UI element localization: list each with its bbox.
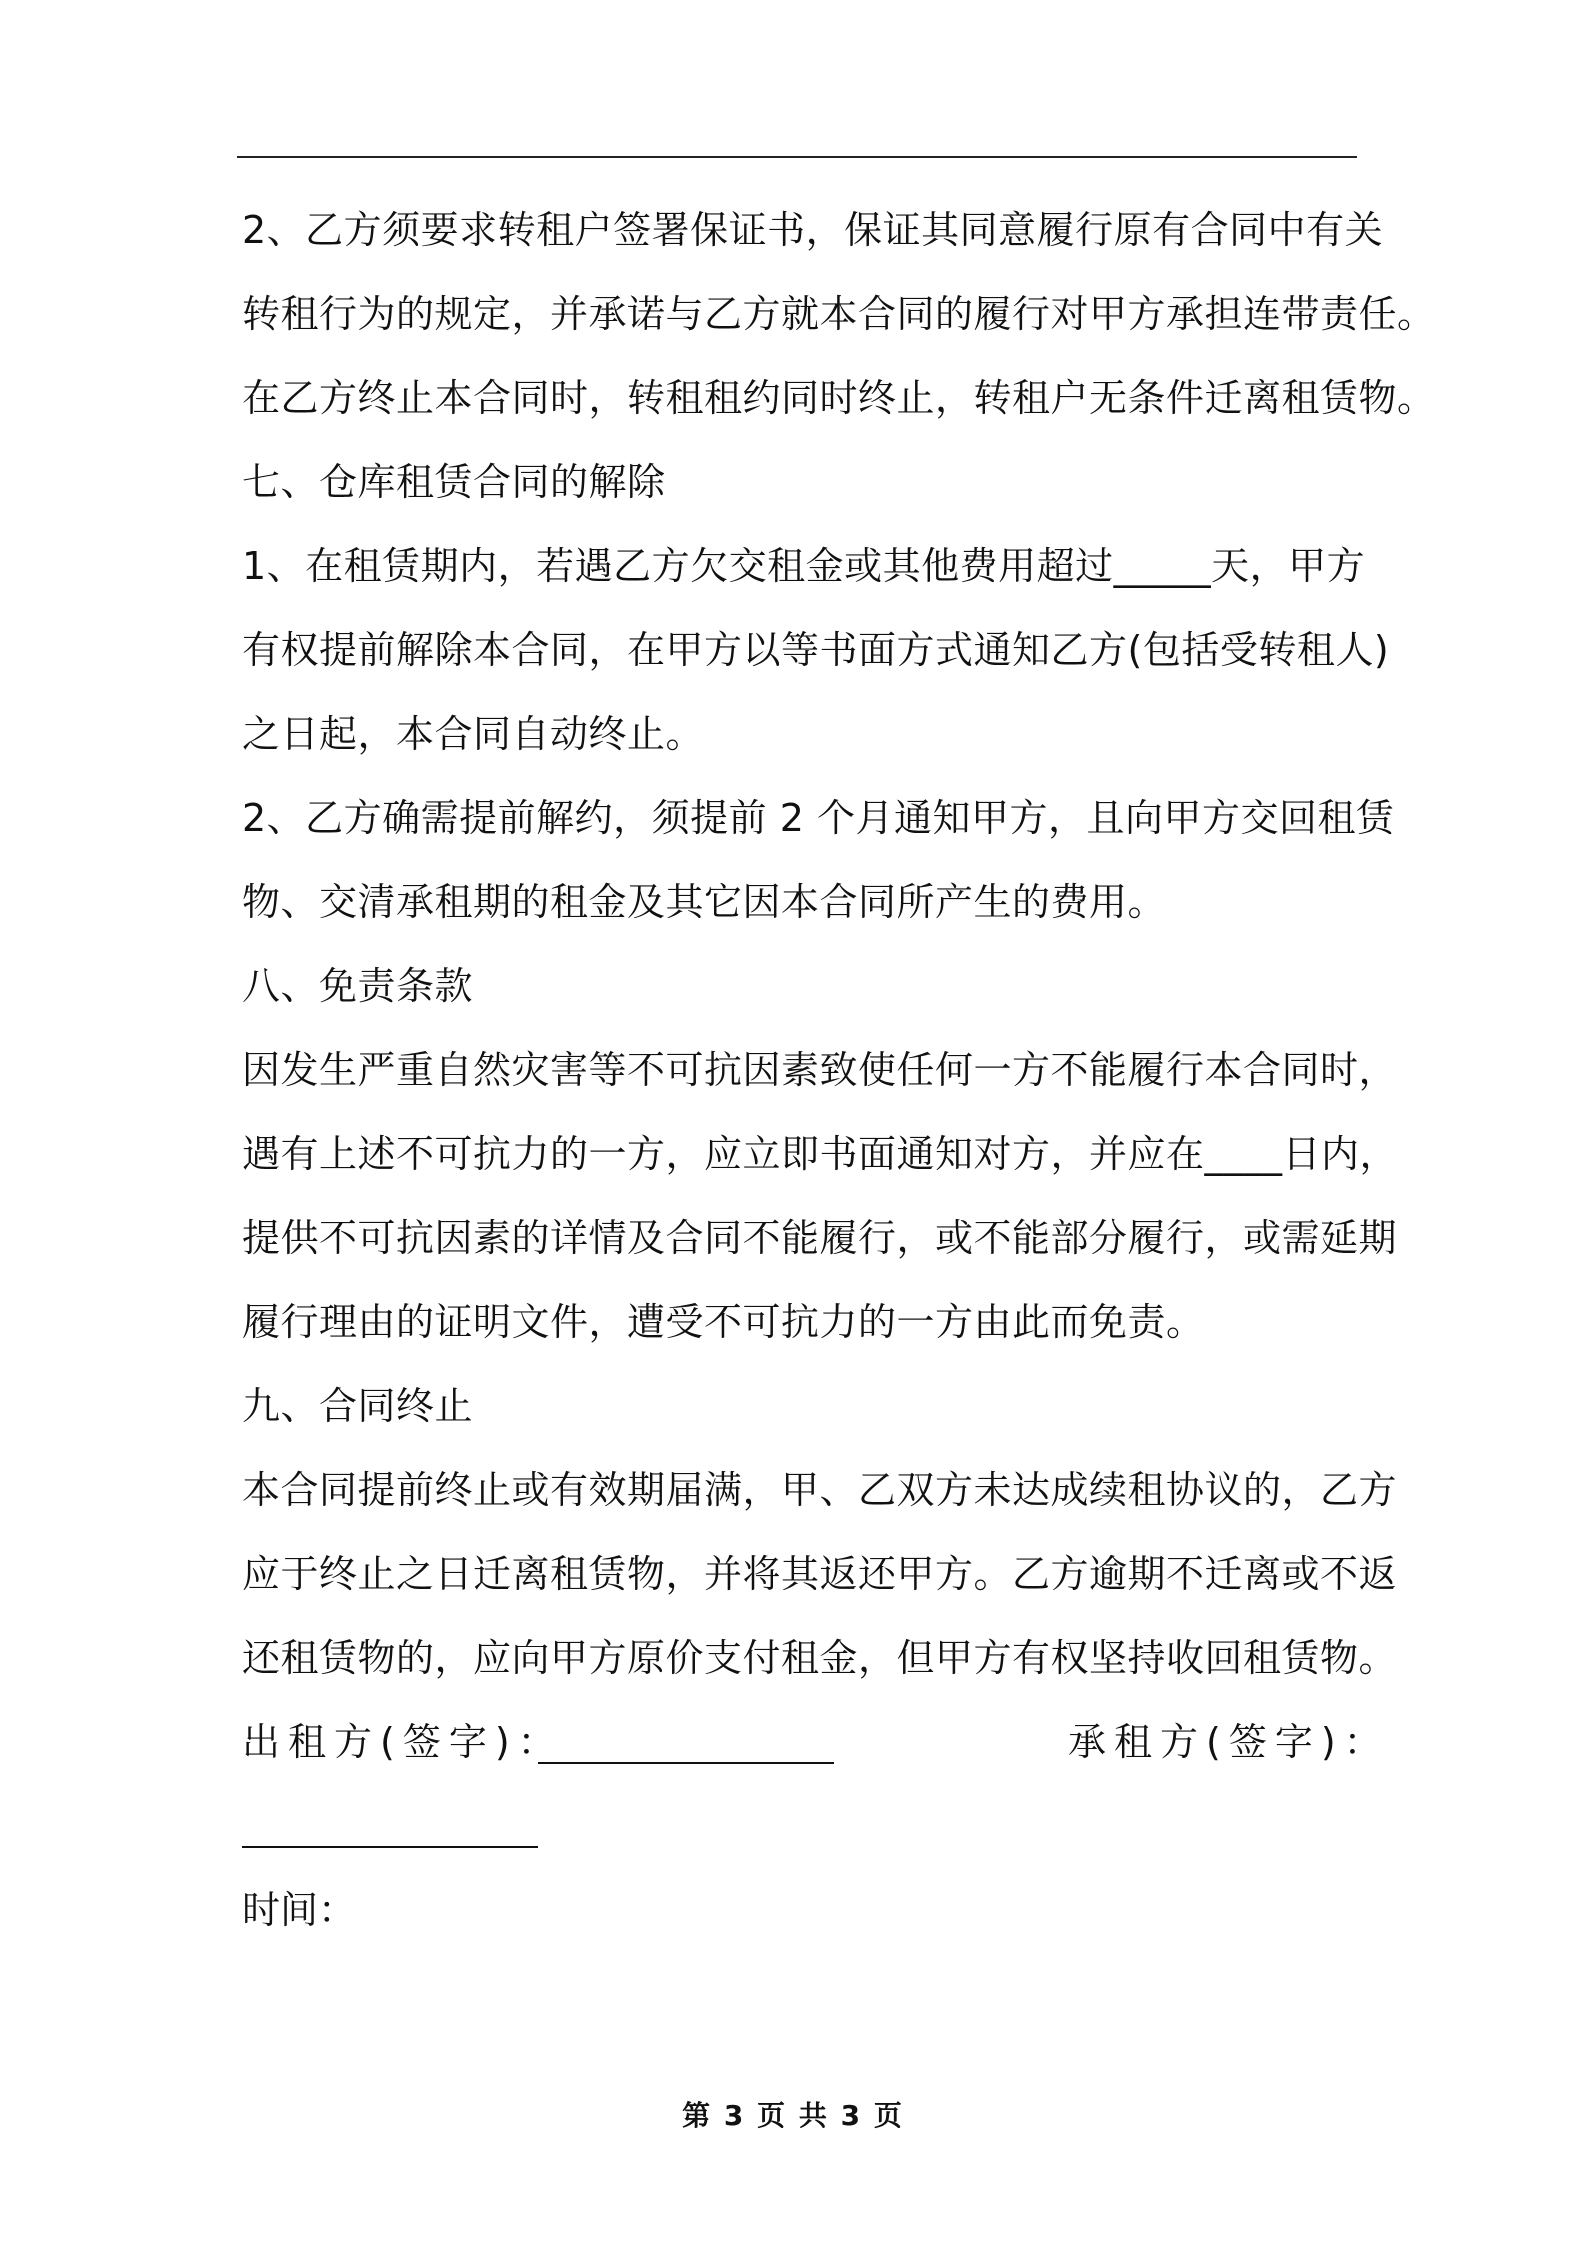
- body-line-14: 履行理由的证明文件，遭受不可抗力的一方由此而免责。: [242, 1300, 1205, 1344]
- body-line-3: 在乙方终止本合同时，转租租约同时终止，转租户无条件迁离租赁物。: [242, 376, 1436, 420]
- body-line-13: 提供不可抗因素的详情及合同不能履行，或不能部分履行，或需延期: [242, 1216, 1398, 1260]
- body-line-16: 本合同提前终止或有效期届满，甲、乙双方未达成续租协议的，乙方: [242, 1468, 1398, 1512]
- body-line-8: 2、乙方确需提前解约，须提前 2 个月通知甲方，且向甲方交回租赁: [242, 796, 1395, 840]
- body-line-2: 转租行为的规定，并承诺与乙方就本合同的履行对甲方承担连带责任。: [242, 292, 1436, 336]
- body-line-9: 物、交清承租期的租金及其它因本合同所产生的费用。: [242, 880, 1167, 924]
- body-line-6: 有权提前解除本合同，在甲方以等书面方式通知乙方(包括受转租人): [242, 628, 1390, 672]
- section-heading-9: 九、合同终止: [242, 1384, 474, 1428]
- section-heading-7: 七、仓库租赁合同的解除: [242, 460, 666, 504]
- section-heading-8: 八、免责条款: [242, 964, 474, 1008]
- lessor-signature-label: 出租方(签字)：: [242, 1720, 564, 1764]
- page-indicator: 第 3 页 共 3 页: [682, 2099, 904, 2132]
- lessee-signature-label: 承租方(签字)：: [1068, 1720, 1390, 1764]
- body-line-18: 还租赁物的，应向甲方原价支付租金，但甲方有权坚持收回租赁物。: [242, 1636, 1398, 1680]
- body-line-7: 之日起，本合同自动终止。: [242, 712, 705, 756]
- body-line-12: 遇有上述不可抗力的一方，应立即书面通知对方，并应在____日内，: [242, 1132, 1399, 1176]
- body-line-5: 1、在租赁期内，若遇乙方欠交租金或其他费用超过_____天，甲方: [242, 544, 1366, 588]
- body-line-17: 应于终止之日迁离租赁物，并将其返还甲方。乙方逾期不迁离或不返: [242, 1552, 1398, 1596]
- lessor-signature-blank: [538, 1762, 834, 1764]
- header-rule: [237, 156, 1357, 158]
- body-line-1: 2、乙方须要求转租户签署保证书，保证其同意履行原有合同中有关: [242, 208, 1384, 252]
- lessee-signature-blank: [242, 1846, 538, 1848]
- time-label: 时间：: [242, 1888, 357, 1932]
- body-line-11: 因发生严重自然灾害等不可抗因素致使任何一方不能履行本合同时，: [242, 1048, 1398, 1092]
